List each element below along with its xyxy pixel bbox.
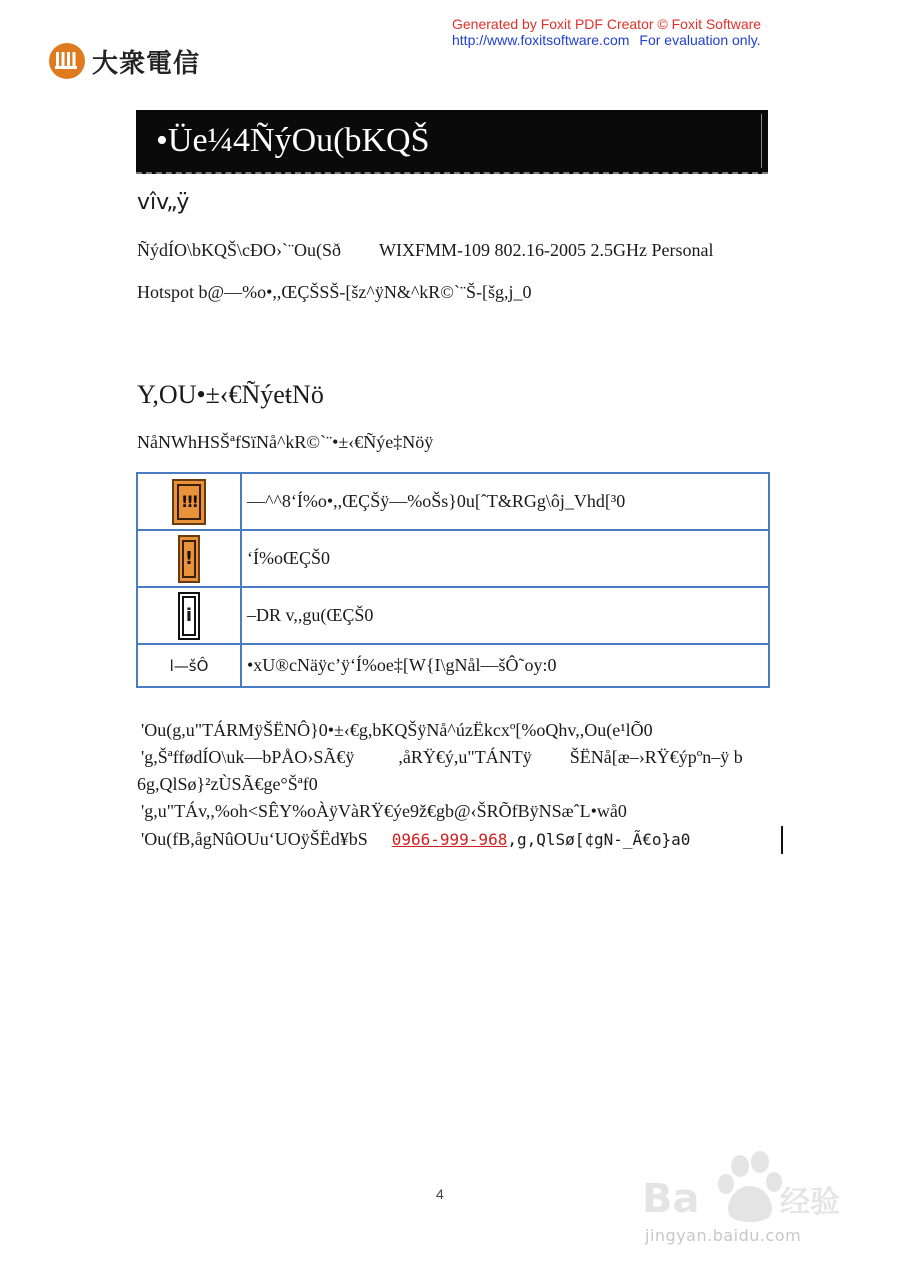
note-line-1: 'Ou(g,u"TÁRMÿŠËNÔ}0•±‹€g,bKQŠÿNå^úzËkcxº[%oQhv,,Ou(e¹lÕ0 <box>141 720 653 740</box>
row-description: ‘Í%oŒÇŠ0 <box>241 530 769 587</box>
logo-mark-icon <box>48 42 86 80</box>
section1-para-line1-a: ÑýdÍO\bKQŠ\cÐO›`¨Ou(Sð <box>137 240 341 260</box>
note-line-2-c: ŠËNå[æ–›RŸ€ýpºn–ÿ b <box>569 747 743 767</box>
title-bar-edge <box>761 114 762 168</box>
logo-text: 大衆電信 <box>92 48 201 79</box>
foxit-url-line <box>452 32 771 48</box>
svg-text:Ba: Ba <box>642 1176 700 1222</box>
table-row <box>137 530 769 587</box>
section1-para-line2: Hotspot b@—%o•,,ŒÇŠSŠ-[šz^ÿN&^kR©`¨Š-[šg,j_0 <box>137 282 532 302</box>
warning-sign-icon: ! <box>178 535 200 583</box>
page-title: •Üe¼4ÑýOu(bKQŠ <box>156 122 430 159</box>
row-description: –DR v,,gu(ŒÇŠ0 <box>241 587 769 644</box>
page-number: 4 <box>436 1186 444 1202</box>
table-row <box>137 587 769 644</box>
note-line-4: 'g,u"TÁv,,%oh<SÊY%oÀÿVàRŸ€ýe9ž€gb@‹ŠRÕfBÿNSæˆL•wå0 <box>141 801 627 821</box>
foxit-generated-text: Generated by Foxit PDF Creator © Foxit Software <box>452 16 762 32</box>
watermark-text: jingyan.baidu.com <box>645 1226 802 1245</box>
note-line-5 <box>141 829 690 850</box>
info-sign-icon: i <box>178 592 200 640</box>
phone-link[interactable]: 0966-999-968 <box>391 830 508 849</box>
icon-cell <box>137 587 241 644</box>
warning-icons-table <box>136 472 770 688</box>
icon-cell-text: l—šÔ <box>137 644 241 687</box>
icon-cell <box>137 530 241 587</box>
section2-intro: NåNWhHSŠªfSïNå^kR©`¨•±‹€Ñýe‡Nöÿ <box>137 432 434 452</box>
company-logo <box>48 42 200 80</box>
table-row <box>137 644 769 687</box>
icon-cell <box>137 473 241 530</box>
foxit-url-link[interactable]: http://www.foxitsoftware.com <box>452 32 630 48</box>
baidu-watermark-icon <box>640 1150 860 1270</box>
foxit-eval-text: For evaluation only. <box>639 32 761 48</box>
section1-heading: vîv„ÿ <box>137 190 190 215</box>
note-line-2 <box>141 747 743 768</box>
row-description: •xU®cNäÿc’ÿ‘Í%oe‡[W{I\gNål—šÔ˜oy:0 <box>241 644 769 687</box>
section1-para-line1 <box>137 240 713 261</box>
note-line-2-b: ,åRŸ€ý,u"TÁNTÿ <box>398 747 532 767</box>
note-line-5-b: ,g,QlSø[¢gN-_Ã€o}a0 <box>507 830 691 849</box>
note-line-5-a: 'Ou(fB,ågNûOUu‘UOÿŠËd¥bS <box>141 829 368 849</box>
text-cursor <box>781 826 783 854</box>
note-line-3: 6g,QlSø}²zÙSÃ€ge°Šªf0 <box>137 774 318 794</box>
note-line-2-a: 'g,ŠªffødÍO\uk—bPÅO›SÃ€ÿ <box>141 747 355 767</box>
page-title-bar <box>136 110 768 174</box>
table-row <box>137 473 769 530</box>
row-description: —^^8‘Í%o•,,ŒÇŠÿ—%oŠs}0u[ˆT&RGg\ôj_Vhd[³0 <box>241 473 769 530</box>
svg-text:经验: 经验 <box>780 1185 840 1220</box>
section1-para-line1-b: WIXFMM-109 802.16-2005 2.5GHz Personal <box>378 240 714 260</box>
section2-heading: Y,OU•±‹€ÑýeŧNö <box>137 380 324 409</box>
danger-sign-icon: !!! <box>172 479 206 525</box>
foxit-notice <box>452 16 771 48</box>
